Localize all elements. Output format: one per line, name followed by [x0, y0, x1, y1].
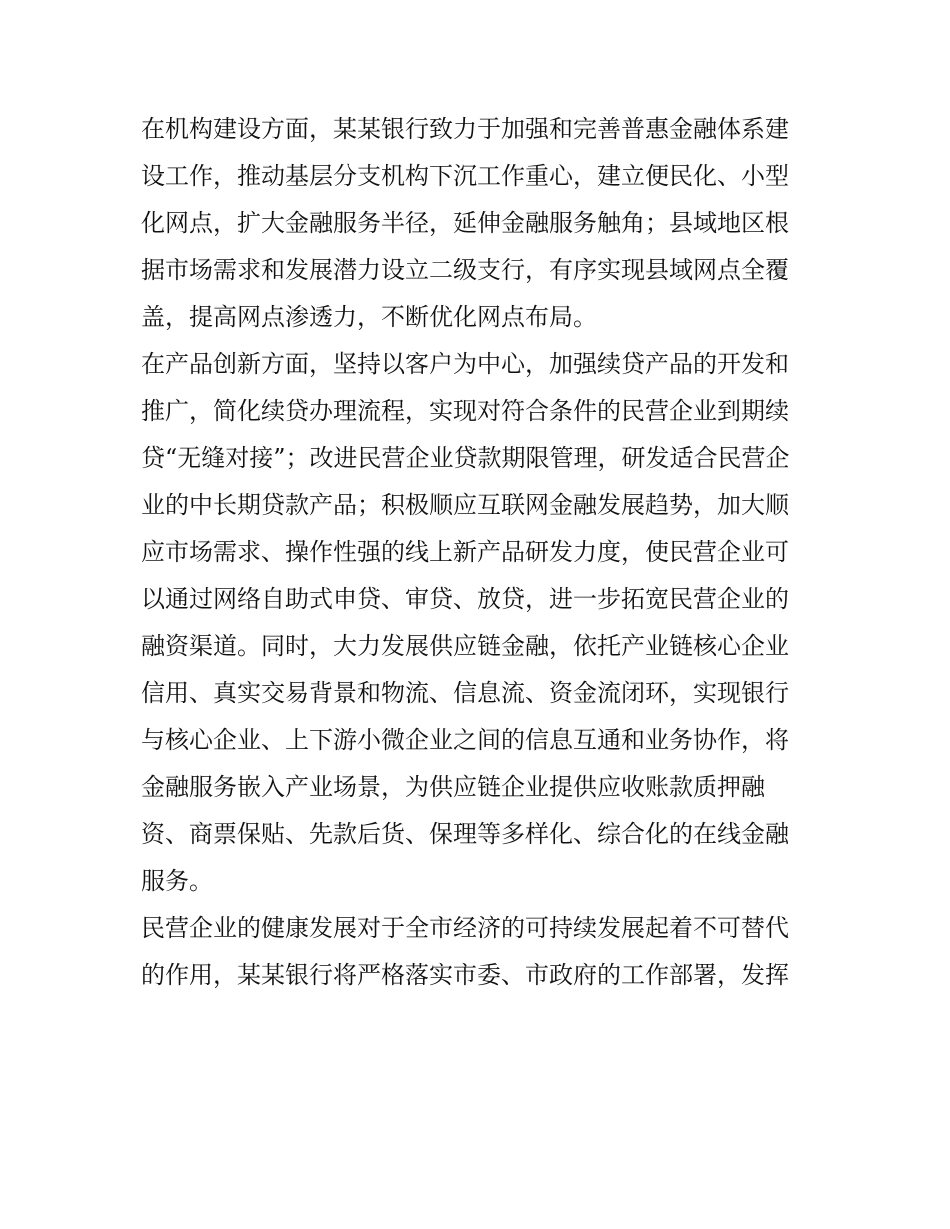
document-body — [141, 106, 813, 999]
text-line: 以通过网络自助式申贷、审贷、放贷，进一步拓宽民营企业的 — [141, 585, 789, 613]
text-line: 贷“无缝对接”；改进民营企业贷款期限管理，研发适合民营企 — [141, 444, 790, 472]
paragraph-private-enterprise — [141, 905, 813, 999]
text-line: 金融服务嵌入产业场景，为供应链企业提供应收账款质押融 — [141, 773, 765, 801]
text-line: 业的中长期贷款产品；积极顺应互联网金融发展趋势，加大顺 — [141, 491, 789, 519]
text-line: 融资渠道。同时，大力发展供应链金融，依托产业链核心企业 — [141, 632, 789, 660]
text-line: 的作用，某某银行将严格落实市委、市政府的工作部署，发挥 — [141, 961, 789, 989]
text-line: 民营企业的健康发展对于全市经济的可持续发展起着不可替代 — [141, 914, 789, 942]
text-line: 资、商票保贴、先款后货、保理等多样化、综合化的在线金融 — [141, 820, 789, 848]
text-line: 据市场需求和发展潜力设立二级支行，有序实现县域网点全覆 — [141, 256, 789, 284]
paragraph-institution-building — [141, 106, 813, 341]
text-line: 在产品创新方面，坚持以客户为中心，加强续贷产品的开发和 — [141, 350, 789, 378]
text-line: 盖，提高网点渗透力，不断优化网点布局。 — [141, 303, 597, 331]
text-line: 推广，简化续贷办理流程，实现对符合条件的民营企业到期续 — [141, 397, 789, 425]
text-line: 与核心企业、上下游小微企业之间的信息互通和业务协作，将 — [141, 726, 789, 754]
paragraph-product-innovation — [141, 341, 813, 905]
text-line: 在机构建设方面，某某银行致力于加强和完善普惠金融体系建 — [141, 115, 789, 143]
text-line: 化网点，扩大金融服务半径，延伸金融服务触角；县域地区根 — [141, 209, 789, 237]
text-line: 应市场需求、操作性强的线上新产品研发力度，使民营企业可 — [141, 538, 789, 566]
text-line: 服务。 — [141, 867, 213, 895]
text-line: 信用、真实交易背景和物流、信息流、资金流闭环，实现银行 — [141, 679, 789, 707]
text-line: 设工作，推动基层分支机构下沉工作重心，建立便民化、小型 — [141, 162, 789, 190]
